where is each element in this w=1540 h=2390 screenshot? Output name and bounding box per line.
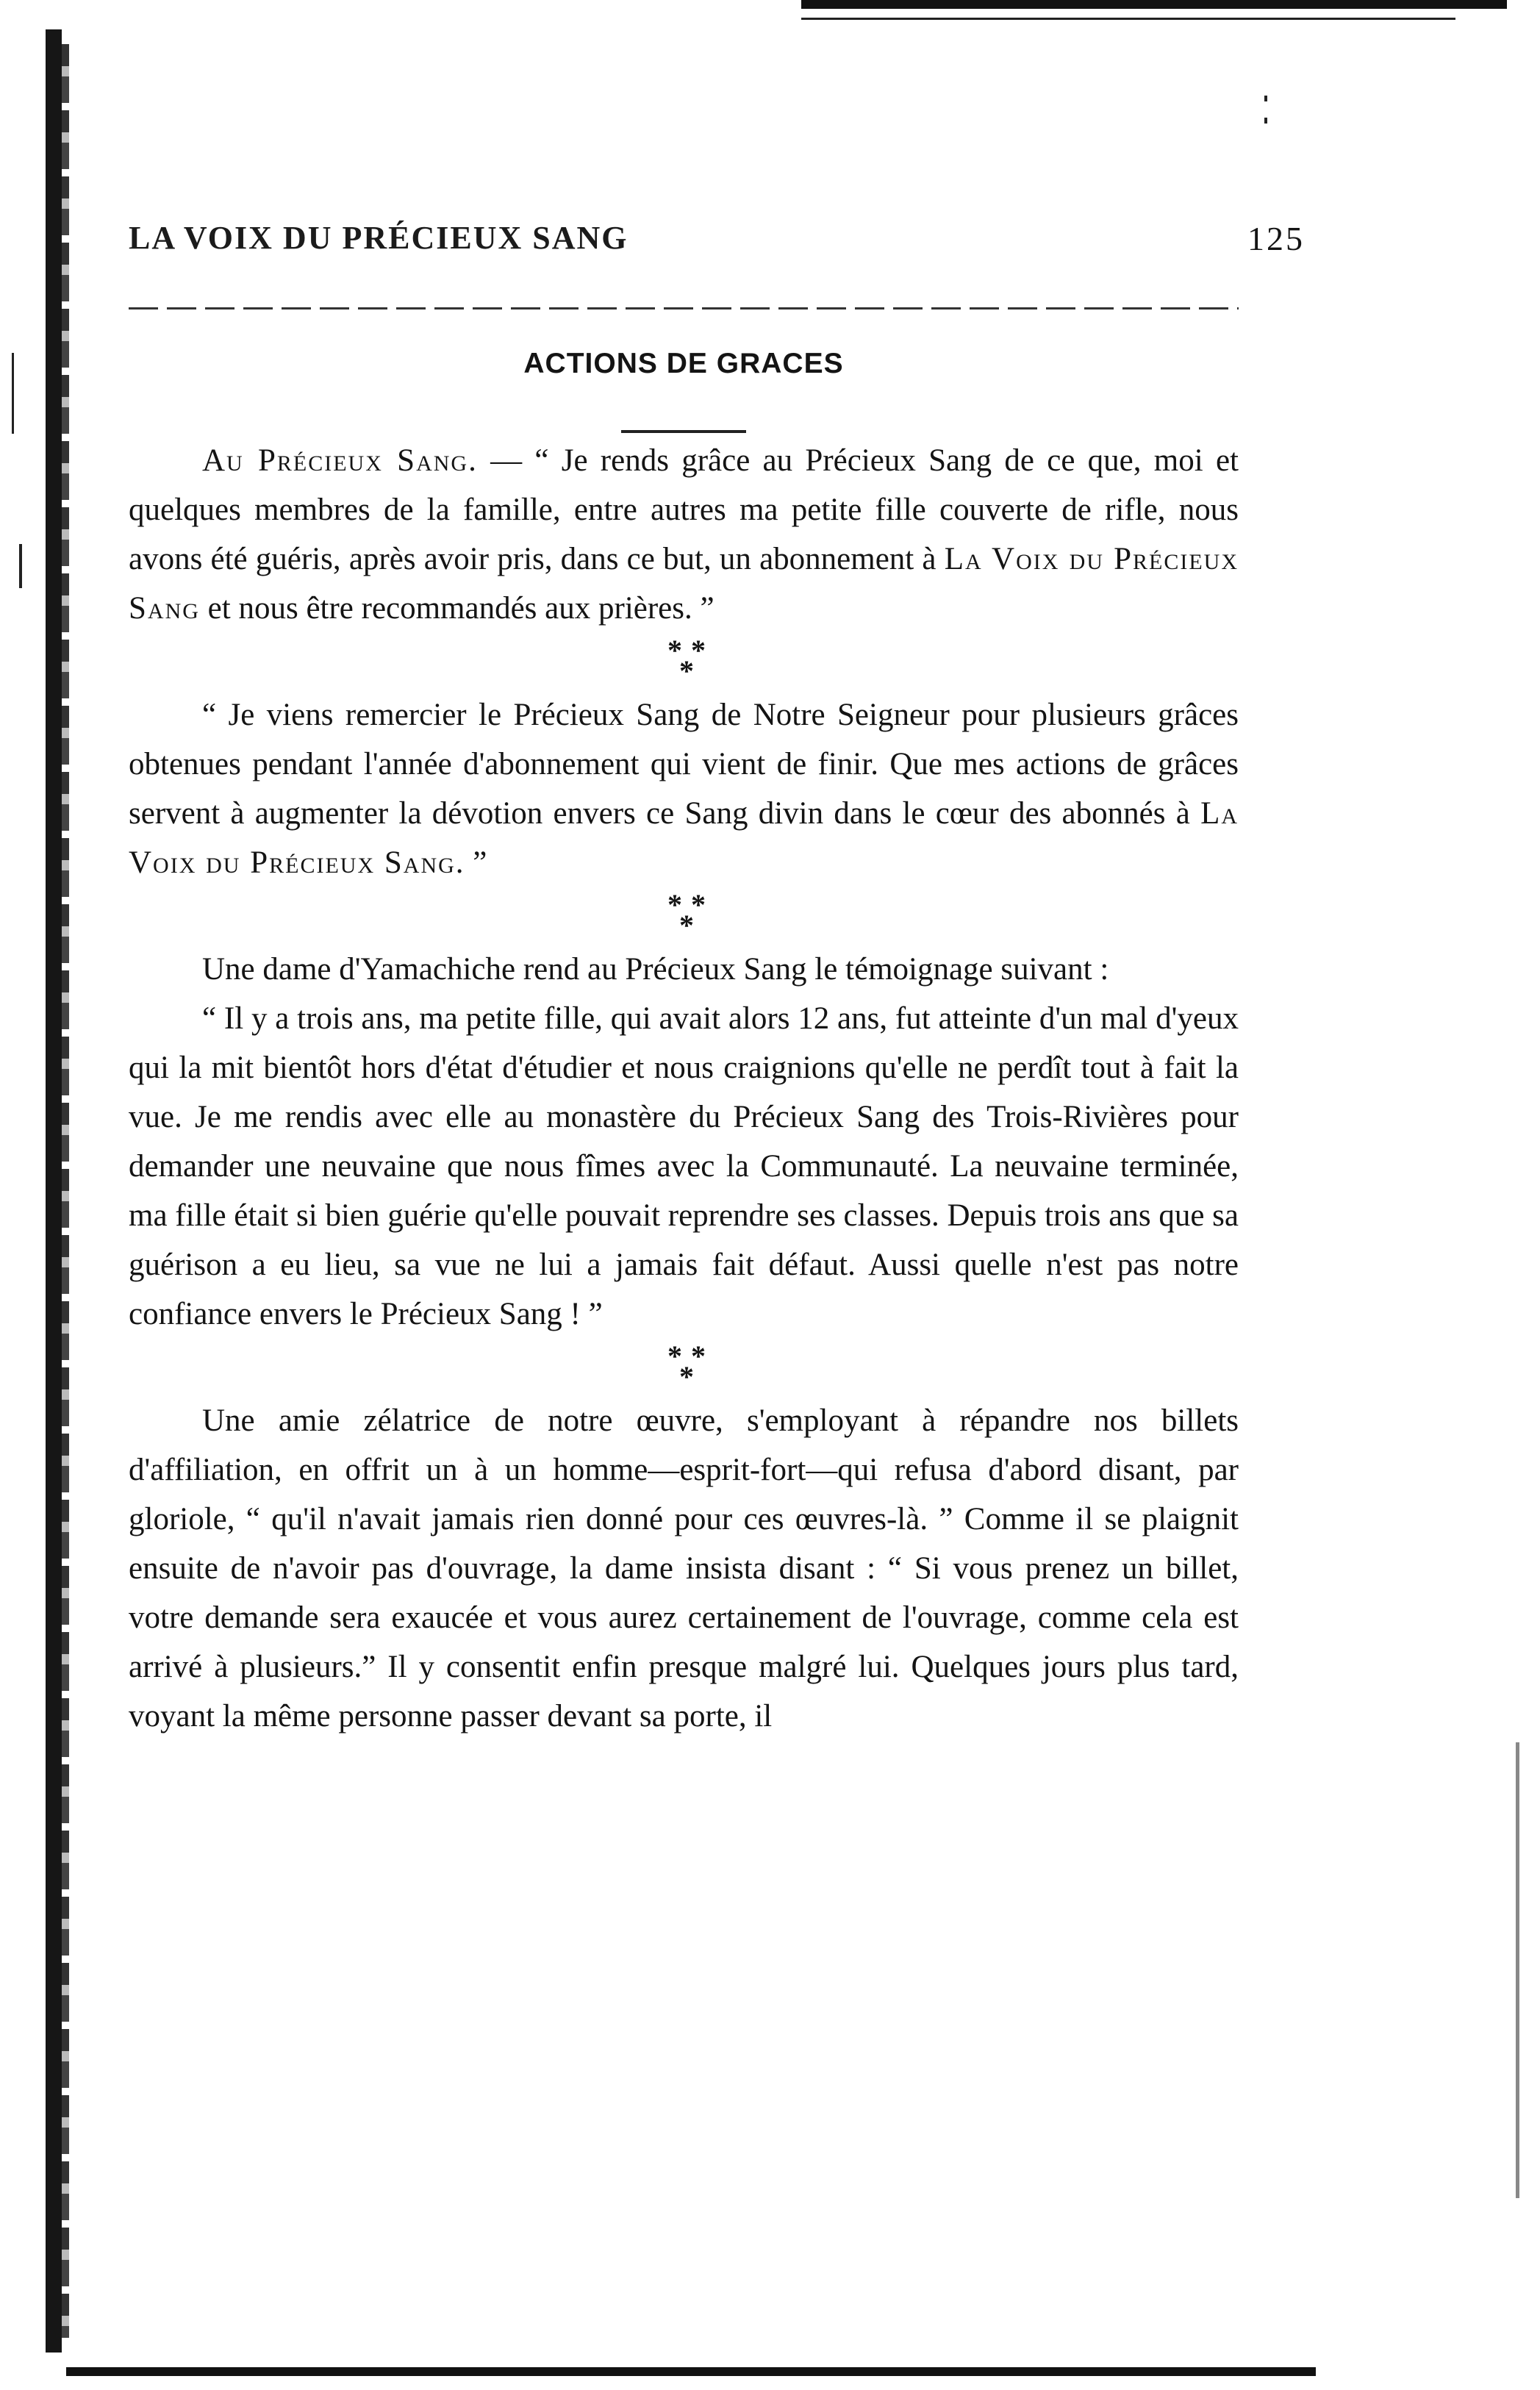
scan-mark	[19, 544, 22, 588]
section-title: ACTIONS DE GRACES	[523, 348, 844, 379]
asterism	[647, 633, 720, 690]
asterism	[647, 1339, 720, 1396]
asterism-star: *	[691, 888, 706, 921]
scan-left-edge-shadow	[62, 44, 69, 2338]
scan-top-edge	[801, 0, 1507, 9]
asterism-star: *	[691, 634, 706, 667]
paragraph-2-text: “ Je viens remercier le Précieux Sang de Notre Seigneur pour plusieurs grâces obtenues pendant l'année d'abonnement qui vient de finir. Que mes actions de grâces servent à augmenter la dévotion envers ce Sang divin dans le cœur des abonnés à	[129, 698, 1239, 831]
paragraph-4	[129, 994, 1239, 1339]
scan-mark	[1264, 96, 1267, 101]
asterism-star: *	[691, 1339, 706, 1373]
scan-top-line	[801, 18, 1455, 20]
paragraph-5-text: Une amie zélatrice de notre œuvre, s'employant à répandre nos billets d'affiliation, en offrit un à un homme—esprit-fort—qui refusa d'abord disant, par gloriole, “ qu'il n'avait jamais rien donné pour ces œuvres-là. ” Comme il se plaignit ensuite de n'avoir pas d'ouvrage, la dame insista disant : “ Si vous prenez un billet, votre demande sera exaucée et vous aurez certainement de l'ouvrage, comme cela est arrivé à plusieurs.” Il y consentit enfin presque malgré lui. Quelques jours plus tard, voyant la même personne passer devant sa porte, il	[129, 1403, 1239, 1734]
paragraph-5	[129, 1396, 1239, 1741]
paragraph-1-end: et nous être recommandés aux prières. ”	[199, 591, 715, 626]
page-body	[129, 342, 1239, 1741]
scan-mark	[12, 353, 14, 434]
page-number: 125	[1247, 220, 1305, 257]
paragraph-4-text: “ Il y a trois ans, ma petite fille, qui avait alors 12 ans, fut atteinte d'un mal d'yeux qui la mit bientôt hors d'état d'étudier et nous craignions qu'elle ne perdît tout à fait la vue. Je me rendis avec elle au monastère du Précieux Sang des Trois-Rivières pour demander une neuvaine que nous fîmes avec la Communauté. La neuvaine terminée, ma fille était si bien guérie qu'elle pouvait reprendre ses classes. Depuis trois ans que sa guérison a eu lieu, sa vue ne lui a jamais fait défaut. Aussi quelle n'est pas notre confiance envers le Précieux Sang ! ”	[129, 1001, 1239, 1331]
asterism	[647, 887, 720, 945]
asterism-star: *	[679, 654, 694, 687]
paragraph-2-title: La Voix du Précieux Sang.	[129, 796, 1239, 880]
asterism-star: *	[667, 888, 682, 921]
header-rule	[129, 307, 1239, 310]
scan-left-edge	[46, 29, 62, 2353]
page-header	[129, 219, 1305, 285]
scan-bottom-edge	[66, 2367, 1316, 2376]
asterism-star: *	[679, 909, 694, 942]
scan-mark	[1264, 118, 1267, 124]
running-head: LA VOIX DU PRÉCIEUX SANG	[129, 220, 628, 256]
paragraph-1-title: La Voix du Précieux Sang	[129, 542, 1239, 626]
paragraph-2	[129, 690, 1239, 887]
paragraph-3	[129, 945, 1239, 994]
asterism-star: *	[679, 1360, 694, 1393]
scan-right-mark	[1516, 1742, 1519, 2198]
paragraph-1	[129, 436, 1239, 633]
paragraph-3-text: Une dame d'Yamachiche rend au Précieux Sang le témoignage suivant :	[202, 952, 1109, 987]
paragraph-1-lead: Au Précieux Sang.	[202, 443, 478, 478]
asterism-star: *	[667, 1339, 682, 1373]
paragraph-2-end: ”	[465, 845, 487, 880]
title-rule	[621, 430, 746, 433]
asterism-star: *	[667, 634, 682, 667]
paragraph-1-text: — “ Je rends grâce au Précieux Sang de ce que, moi et quelques membres de la famille, entre autres ma petite fille couverte de rifle, nous avons été guéris, après avoir pris, dans ce but, un abonnement à	[129, 443, 1239, 576]
